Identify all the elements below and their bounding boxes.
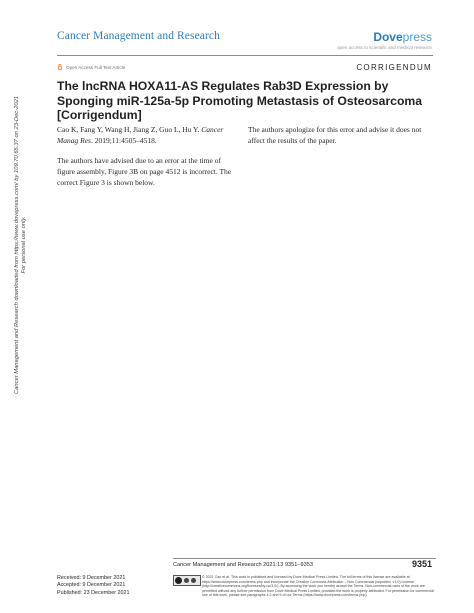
by-icon <box>184 578 189 583</box>
license-text: © 2021 Cao et al. This work is published and licensed by Dove Medical Press Limited. The full terms of this license are available at https://www.dovepress.com/terms.php and incorporate the Creative Commons Attribution – Non Commercial (unported, v3.0) License (http://creativecommons.org/licenses/by-nc/3.0/). By accessing the work you hereby accept the Terms. Non-commercial uses of the work are permitted without any further permission from Dove Medical Press Limited, provided the work is properly attributed. For permission for commercial use of this work, please see paragraphs 4.2 and 5 of our Terms (https://www.dovepress.com/terms.php). <box>202 575 434 598</box>
article-dates <box>57 575 130 597</box>
published-date: Published: 23 December 2021 <box>57 589 130 596</box>
page-number: 9351 <box>411 559 432 569</box>
publisher-tagline: open access to scientific and medical research <box>337 45 432 50</box>
footer-journal-line: Cancer Management and Research 2021:13 9351–9353 <box>173 562 313 568</box>
brand-bold: Dove <box>373 30 403 44</box>
brand-light: press <box>402 30 432 44</box>
correction-paragraph: The authors have advised due to an error at the time of figure assembly, Figure 3B on page 4512 is incorrect. The correct Figure 3 is shown below. <box>57 156 232 187</box>
journal-title[interactable]: Cancer Management and Research <box>57 30 220 42</box>
download-note <box>14 35 28 455</box>
open-lock-icon <box>57 64 63 70</box>
citation-authors: Cao K, Fang Y, Wang H, Jiang Z, Guo L, Hu Y. <box>57 125 200 134</box>
citation-journal: Cancer Manag Res <box>57 125 224 145</box>
citation-details: . 2019;11:4505–4518. <box>90 136 157 145</box>
cc-icon <box>175 577 182 584</box>
article-type: CORRIGENDUM <box>356 63 432 72</box>
article-title: The lncRNA HOXA11-AS Regulates Rab3D Expression by Sponging miR-125a-5p Promoting Metastasis of Osteosarcoma [Corrigendum] <box>57 79 423 122</box>
publisher-logo[interactable] <box>373 30 432 44</box>
received-date: Received: 9 December 2021 <box>57 575 126 581</box>
accepted-date: Accepted: 9 December 2021 <box>57 582 126 589</box>
right-column <box>248 124 436 155</box>
nc-icon <box>191 578 196 583</box>
open-access-badge <box>57 64 125 70</box>
creative-commons-icon[interactable] <box>173 575 201 586</box>
header-divider <box>57 55 433 56</box>
apology-paragraph: The authors apologize for this error and advise it does not affect the results of the paper. <box>248 125 422 145</box>
download-note-line2: For personal use only. <box>21 216 27 274</box>
citation <box>57 124 240 146</box>
download-note-line1: Cancer Management and Research downloaded from https://www.dovepress.com/ by 109.70.65.37 on 23-Dec-2021 <box>14 95 20 395</box>
open-access-label: Open Access Full Text Article <box>66 64 126 70</box>
left-column <box>57 124 240 197</box>
footer-divider <box>173 558 436 559</box>
